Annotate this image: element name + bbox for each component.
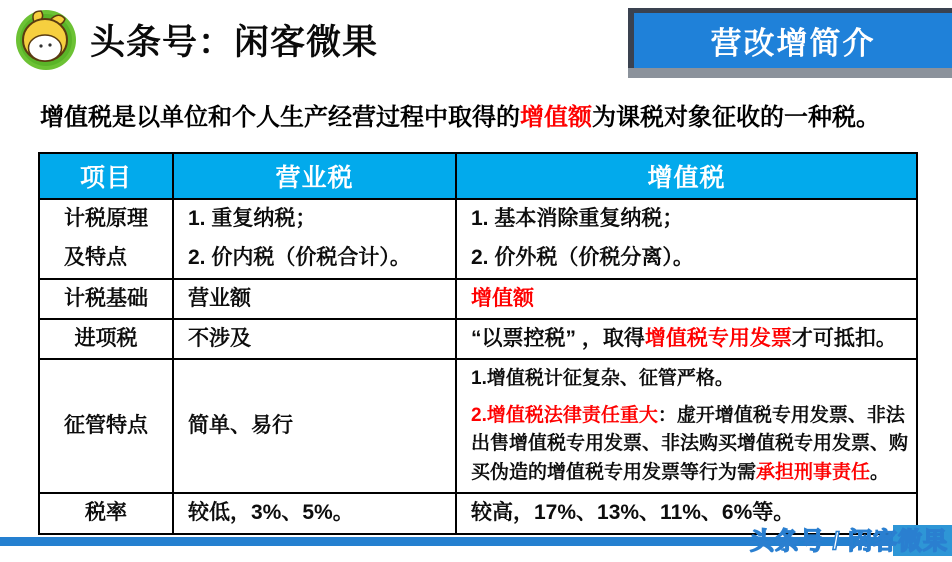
title-banner	[628, 8, 952, 78]
paragraph	[471, 402, 912, 488]
text-segment: 1.增值税计征复杂、征管严格。	[471, 368, 734, 390]
column-header-item: 项目	[39, 153, 173, 199]
column-header-business-tax: 营业税	[173, 153, 456, 199]
paragraph	[188, 412, 447, 440]
cell-content	[75, 325, 138, 353]
highlighted-text: 增值额	[520, 104, 592, 131]
table-row	[39, 359, 917, 493]
business-tax-cell	[173, 319, 456, 359]
paragraph	[471, 244, 908, 272]
paragraph	[188, 244, 447, 272]
footer-brand: 头条号 / 闲客微果	[749, 528, 948, 555]
table-row	[39, 199, 917, 279]
cell-content	[40, 102, 920, 134]
cell-content	[471, 285, 908, 313]
paragraph	[64, 412, 148, 440]
comparison-table	[38, 152, 918, 535]
brand	[14, 8, 378, 72]
cell-content	[64, 412, 148, 440]
text-segment: 1. 基本消除重复纳税；	[471, 207, 684, 230]
text-segment: 较高，17%、13%、11%、6%等。	[471, 501, 795, 525]
paragraph	[40, 104, 880, 131]
text-segment: 为课税对象征收的一种税。	[592, 104, 880, 131]
title-banner-face	[628, 8, 952, 68]
paragraph	[85, 499, 127, 527]
text-segment: 不涉及	[188, 327, 251, 351]
table-row	[39, 319, 917, 359]
text-segment: 征管特点	[64, 414, 148, 438]
text-segment: “以票控税” ，取得	[471, 327, 645, 351]
row-label-cell	[39, 493, 173, 533]
table-row	[39, 279, 917, 319]
paragraph	[188, 205, 447, 233]
business-tax-cell	[173, 279, 456, 319]
paragraph	[471, 325, 908, 353]
text-segment: 进项税	[74, 327, 138, 351]
paragraph	[64, 244, 148, 272]
business-tax-cell	[173, 199, 456, 279]
text-segment: 简单、易行	[188, 414, 293, 438]
vat-cell	[456, 199, 917, 279]
vat-cell	[456, 279, 917, 319]
highlighted-text: 增值税专用发票	[644, 327, 792, 351]
paragraph	[75, 325, 138, 353]
text-segment: 1. 重复纳税；	[188, 207, 317, 230]
text-segment: 税率	[85, 501, 127, 525]
cell-content	[188, 499, 447, 527]
column-header-vat: 增值税	[456, 153, 917, 199]
text-segment: 较低，3%、5%。	[188, 501, 354, 525]
text-segment: 才可抵扣。	[791, 327, 897, 351]
highlighted-text: 2.增值税法律责任重大	[471, 404, 658, 426]
row-label-cell	[39, 319, 173, 359]
paragraph	[471, 205, 908, 233]
text-segment: 2. 价内税（价税合计）。	[188, 246, 411, 270]
row-label-cell	[39, 359, 173, 493]
cell-content	[64, 205, 148, 273]
text-segment: 计税基础	[64, 286, 148, 310]
text-segment: 营业额	[188, 286, 251, 310]
cell-content	[471, 365, 912, 487]
table-header-row	[39, 153, 917, 199]
cell-content	[64, 285, 148, 313]
text-segment: 及特点	[64, 246, 127, 270]
text-segment: 2. 价外税（价税分离）。	[471, 246, 694, 270]
fruit-mascot-logo-icon	[14, 8, 78, 72]
business-tax-cell	[173, 359, 456, 493]
brand-title: 头条号：闲客微果	[90, 23, 379, 62]
paragraph	[471, 365, 912, 394]
cell-content	[188, 412, 447, 440]
highlighted-text: 增值额	[471, 286, 534, 310]
cell-content	[188, 205, 447, 273]
row-label-cell	[39, 199, 173, 279]
paragraph	[64, 205, 148, 233]
text-segment: 计税原理	[64, 207, 148, 230]
cell-content	[471, 325, 908, 353]
business-tax-cell	[173, 493, 456, 533]
cell-content	[188, 285, 447, 313]
headline	[40, 102, 920, 134]
banner-title: 营改增简介	[710, 26, 876, 61]
cell-content	[471, 205, 908, 273]
highlighted-text: 承担刑事责任	[756, 461, 871, 483]
paragraph	[188, 285, 447, 313]
text-segment: 增值税是以单位和个人生产经营过程中取得的	[40, 104, 520, 131]
text-segment: ：虚开增值税专用发票、非法出售增值税专用发票、非法购买增值税专用发票、购买伪造的增值税专用发票等行为需	[471, 404, 909, 483]
cell-content	[188, 325, 447, 353]
paragraph	[188, 499, 447, 527]
paragraph	[64, 285, 148, 313]
cell-content	[85, 499, 127, 527]
paragraph	[471, 285, 908, 313]
vat-cell	[456, 359, 917, 493]
vat-cell	[456, 319, 917, 359]
text-segment: 。	[870, 461, 890, 483]
paragraph	[188, 325, 447, 353]
row-label-cell	[39, 279, 173, 319]
